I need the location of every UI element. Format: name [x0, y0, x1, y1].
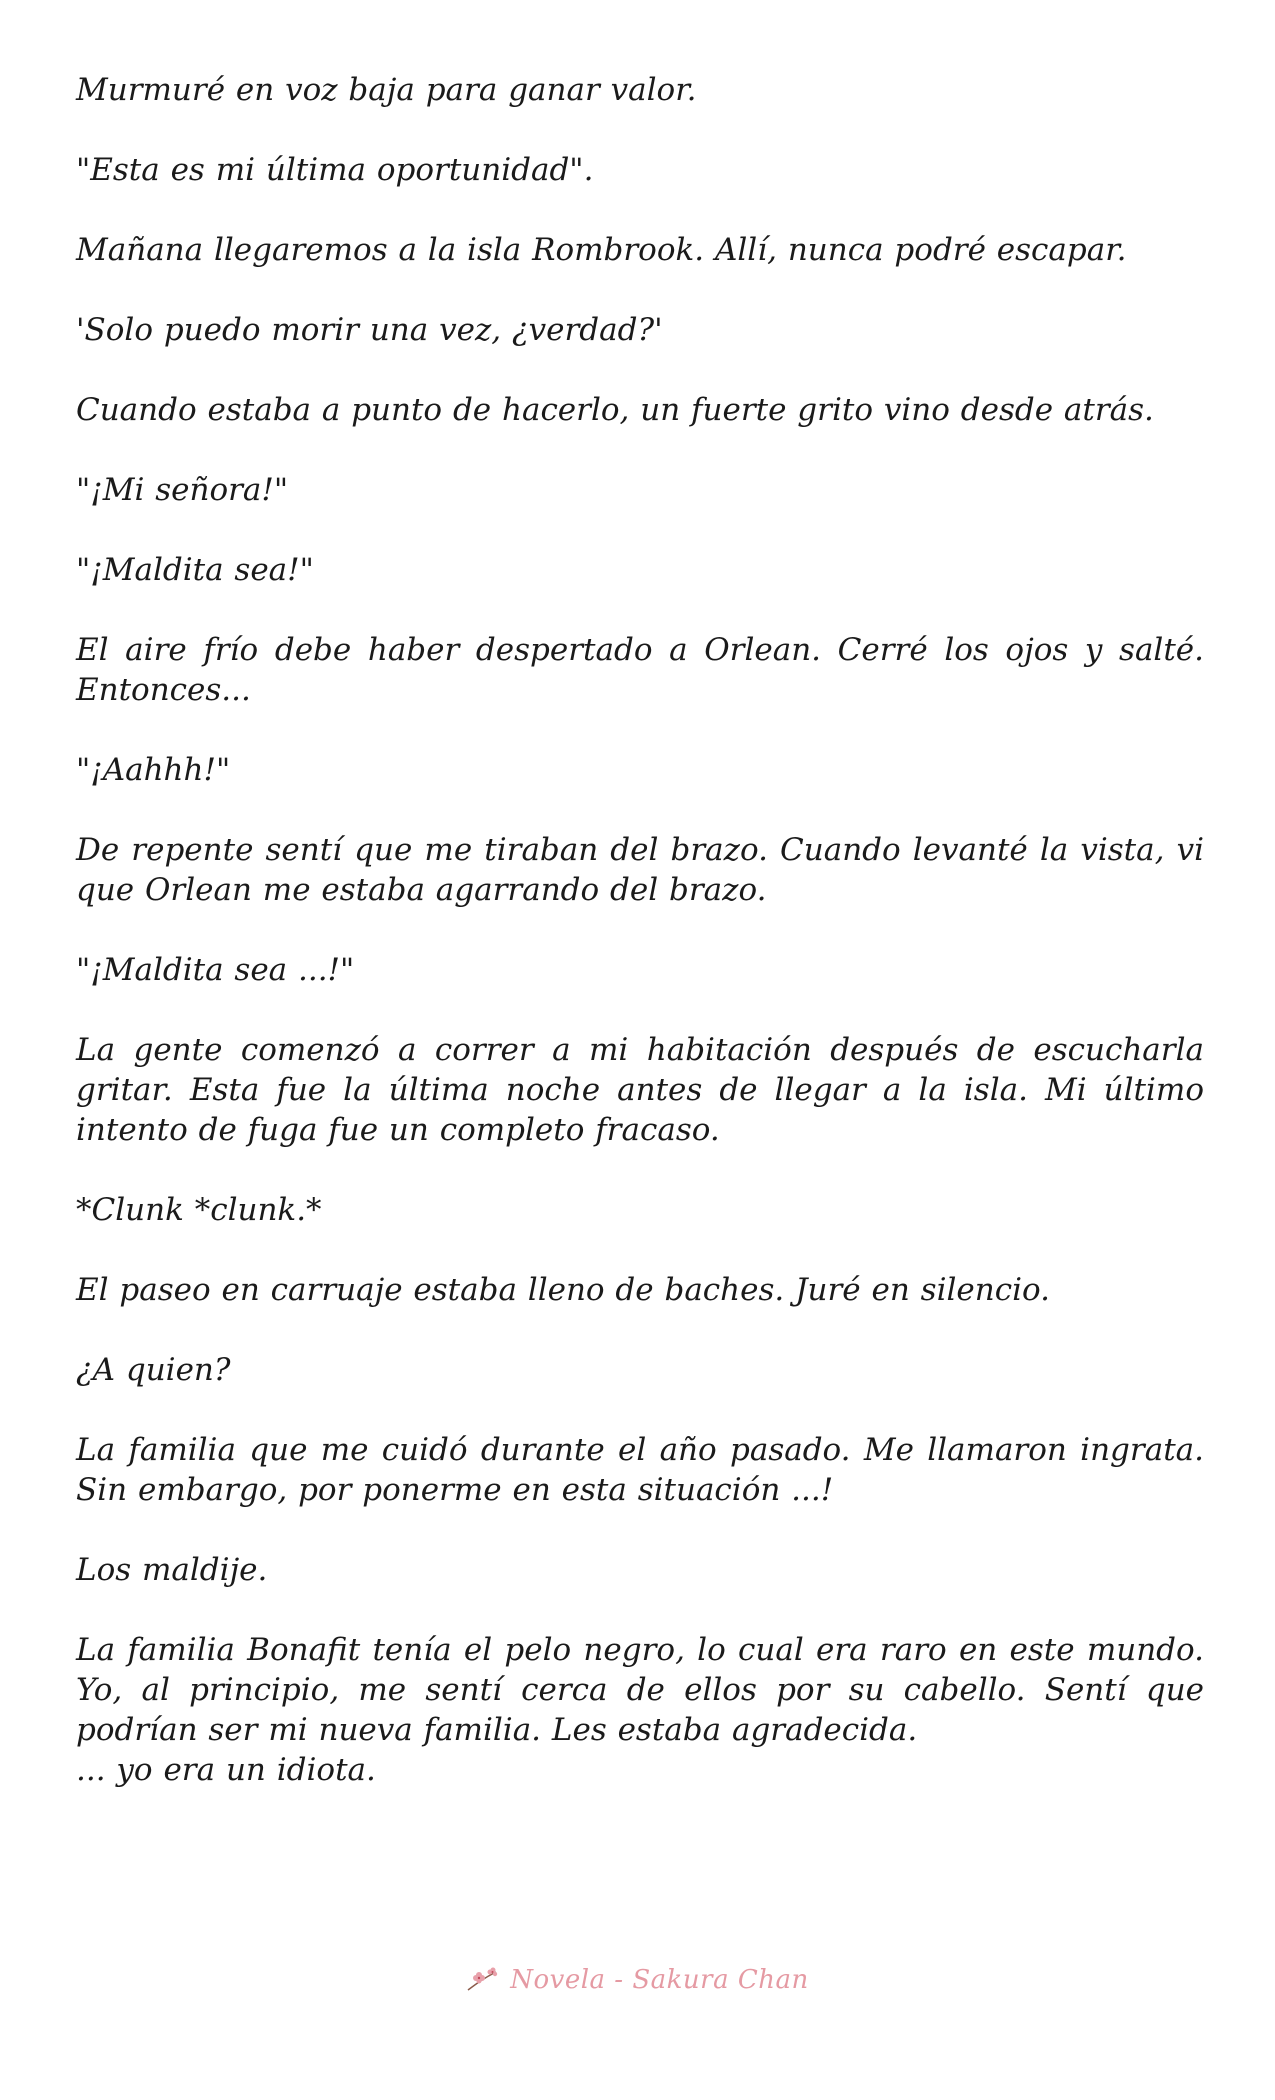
text-line: *Clunk *clunk.*: [76, 1192, 322, 1228]
paragraph-13: [76, 1190, 1204, 1230]
text-line: Murmuré en voz baja para ganar valor.: [76, 72, 697, 108]
text-line: ¿A quien?: [76, 1352, 231, 1388]
paragraph-16: [76, 1430, 1204, 1510]
paragraph-6: [76, 470, 1204, 510]
text-line: ... yo era un idiota.: [76, 1752, 376, 1788]
text-line: Los maldije.: [76, 1552, 268, 1588]
paragraph-10: [76, 830, 1204, 910]
text-line: La familia que me cuidó durante el año pasado. Me llamaron ingrata. Sin embargo, por ponerme en esta situación ...!: [76, 1432, 1204, 1508]
paragraph-3: [76, 230, 1204, 270]
paragraph-2: [76, 150, 1204, 190]
paragraph-14: [76, 1270, 1204, 1310]
text-line: "¡Maldita sea ...!": [76, 952, 355, 988]
text-line: "¡Mi señora!": [76, 472, 289, 508]
text-line: Mañana llegaremos a la isla Rombrook. Allí, nunca podré escapar.: [76, 232, 1127, 268]
watermark-text: Novela - Sakura Chan: [510, 1965, 809, 1995]
footer-watermark: [0, 1965, 1275, 1999]
paragraph-1: [76, 70, 1204, 110]
paragraph-8: [76, 630, 1204, 710]
sakura-blossom-icon: [466, 1966, 502, 1994]
text-line: La familia Bonafit tenía el pelo negro, lo cual era raro en este mundo. Yo, al principio, me sentí cerca de ellos por su cabello. Sentí que podrían ser mi nueva familia. Les estaba agradecida.: [76, 1632, 1204, 1748]
paragraph-17: [76, 1550, 1204, 1590]
text-line: "Esta es mi última oportunidad".: [76, 152, 594, 188]
paragraph-5: [76, 390, 1204, 430]
paragraph-4: [76, 310, 1204, 350]
text-line: 'Solo puedo morir una vez, ¿verdad?': [76, 312, 663, 348]
paragraph-9: [76, 750, 1204, 790]
text-line: "¡Maldita sea!": [76, 552, 314, 588]
text-line: La gente comenzó a correr a mi habitación después de escucharla gritar. Esta fue la última noche antes de llegar a la isla. Mi último intento de fuga fue un completo fracaso.: [76, 1032, 1204, 1148]
paragraph-12: [76, 1030, 1204, 1150]
text-line: El paseo en carruaje estaba lleno de baches. Juré en silencio.: [76, 1272, 1050, 1308]
text-line: "¡Aahhh!": [76, 752, 231, 788]
paragraph-18: [76, 1630, 1204, 1790]
paragraph-7: [76, 550, 1204, 590]
text-line: Cuando estaba a punto de hacerlo, un fuerte grito vino desde atrás.: [76, 392, 1154, 428]
paragraph-15: [76, 1350, 1204, 1390]
text-line: El aire frío debe haber despertado a Orlean. Cerré los ojos y salté. Entonces...: [76, 632, 1204, 708]
watermark-group: [466, 1965, 809, 1995]
paragraph-11: [76, 950, 1204, 990]
text-line: De repente sentí que me tiraban del brazo. Cuando levanté la vista, vi que Orlean me estaba agarrando del brazo.: [76, 832, 1204, 908]
document-body: [76, 70, 1204, 1790]
